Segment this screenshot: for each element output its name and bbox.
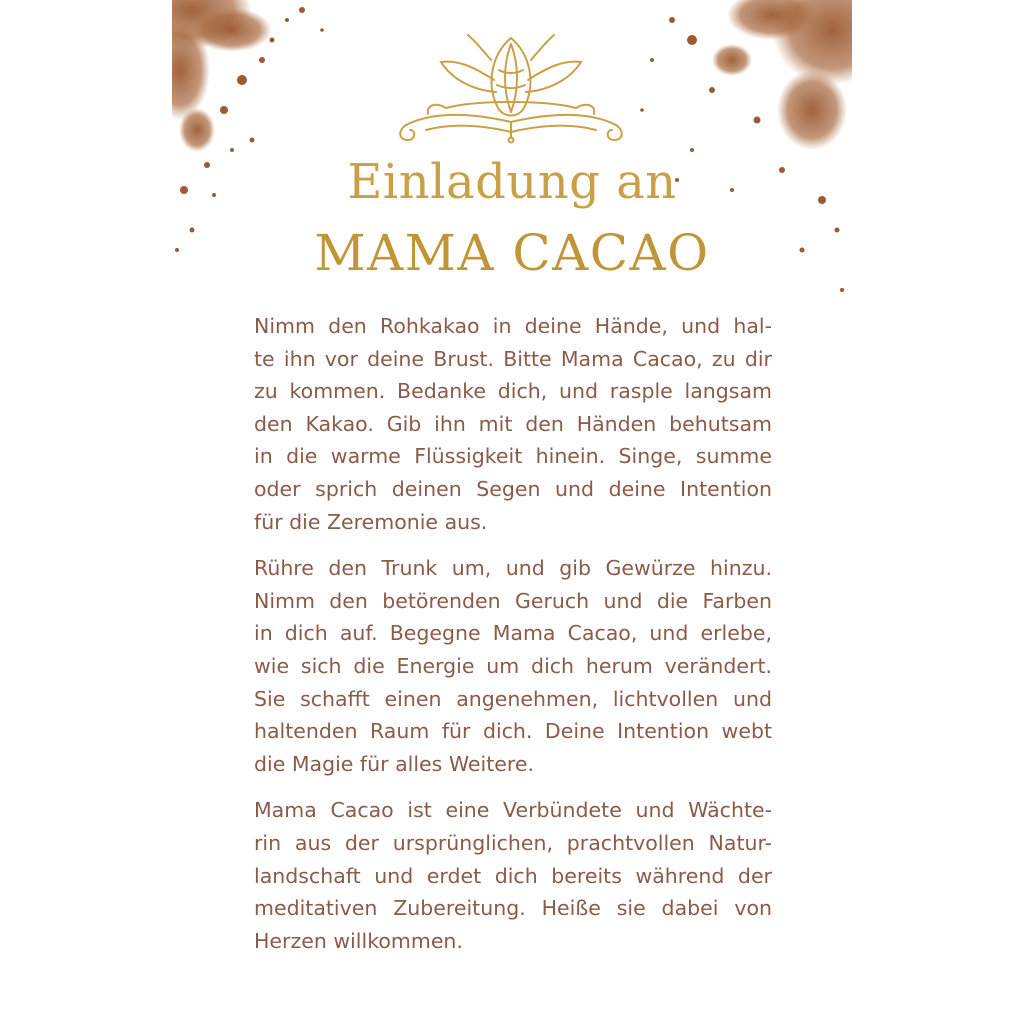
- text-line: meditativen Zubereitung. Heiße sie dabei von: [254, 896, 772, 921]
- text-line: rin aus der ursprünglichen, prachtvollen Natur-: [254, 830, 772, 855]
- cacao-pod-ornament-icon: [386, 30, 636, 145]
- invitation-card: [172, 0, 852, 1024]
- title-line-1: Einladung an: [347, 154, 677, 210]
- text-line: für die Zeremonie aus.: [254, 509, 488, 534]
- text-line: landschaft und erdet dich bereits während der: [254, 863, 772, 888]
- text-line: Nimm den betörenden Geruch und die Farben: [254, 588, 772, 613]
- text-line: in dich auf. Begegne Mama Cacao, und erlebe,: [254, 621, 772, 646]
- text-line: haltenden Raum für dich. Deine Intention webt: [254, 719, 772, 744]
- text-line: Herzen willkommen.: [254, 928, 463, 953]
- text-line: wie sich die Energie um dich herum verändert.: [254, 653, 772, 678]
- text-line: Nimm den Rohkakao in deine Hände, und hal-: [254, 314, 772, 338]
- text-line: die Magie für alles Weitere.: [254, 751, 534, 776]
- text-line: Rühre den Trunk um, und gib Gewürze hinzu.: [254, 556, 772, 581]
- paragraph-3: [254, 794, 772, 957]
- text-line: in die warme Flüssigkeit hinein. Singe, summe: [254, 444, 772, 469]
- text-line: zu kommen. Bedanke dich, und rasple langsam: [254, 379, 772, 404]
- text-line: oder sprich deinen Segen und deine Intention: [254, 476, 772, 501]
- title-line-2: MAMA CACAO: [314, 224, 710, 282]
- paragraph-2: [254, 552, 772, 780]
- text-line: te ihn vor deine Brust. Bitte Mama Cacao, zu dir: [254, 346, 772, 371]
- body-text: [254, 310, 772, 971]
- text-line: Mama Cacao ist eine Verbündete und Wächte-: [254, 798, 772, 823]
- text-line: den Kakao. Gib ihn mit den Händen behutsam: [254, 411, 772, 436]
- paragraph-1: [254, 310, 772, 538]
- text-line: Sie schafft einen angenehmen, lichtvollen und: [254, 686, 772, 711]
